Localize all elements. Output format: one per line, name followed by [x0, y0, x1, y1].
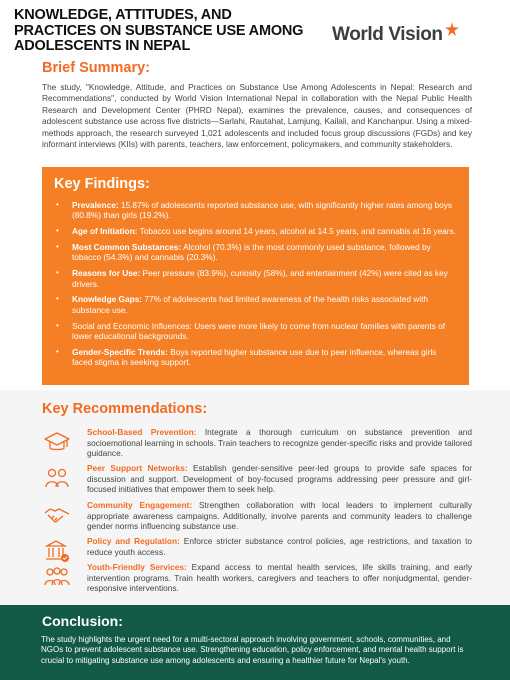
finding-item: • Social and Economic Influences: Users were more likely to come from nuclear families with parents of lower educational backgrounds. — [54, 321, 457, 342]
people-group-icon — [42, 463, 72, 493]
conclusion-heading: Conclusion: — [42, 613, 123, 629]
recommendation-item: Policy and Regulation: Enforce stricter substance control policies, age restrictions, and taxation to reduce youth access. — [42, 536, 472, 566]
document-header — [14, 8, 314, 55]
key-findings-box — [42, 167, 469, 385]
star-icon — [445, 22, 459, 36]
brief-summary-heading: Brief Summary: — [42, 60, 150, 76]
conclusion-section — [0, 605, 510, 680]
finding-item: • Most Common Substances: Alcohol (70.3%) is the most commonly used substance, followed by tobacco (54.3%) and cannabis (20.3%). — [54, 242, 457, 263]
recommendation-item: School-Based Prevention: Integrate a thorough curriculum on substance prevention and socioemotional learning in schools. Train teachers to recognize gender-specific risks and provide tailored guidance. — [42, 427, 472, 459]
recommendation-item: Peer Support Networks: Establish gender-sensitive peer-led groups to provide safe spaces for discussion and support. Development of boy-focused programs addressing peer pressure and girl-focused initiatives that empower them to seek help. — [42, 463, 472, 495]
finding-item: • Age of Initiation: Tobacco use begins around 14 years, alcohol at 14.5 years, and cannabis at 16 years. — [54, 226, 457, 236]
conclusion-text: The study highlights the urgent need for a multi-sectoral approach involving government, schools, communities, and NGOs to prevent adolescent substance use. Strengthening education, policy enforcement, and mental health support is crucial to mitigating substance use among adolescents and ensuring a healthier future for Nepal's youth. — [41, 635, 464, 665]
world-vision-logo — [332, 20, 492, 50]
finding-item: • Reasons for Use: Peer pressure (83.9%), curiosity (58%), and entertainment (42%) were cited as key drivers. — [54, 268, 457, 289]
finding-item: • Prevalence: 15.87% of adolescents reported substance use, with significantly higher rates among boys (80.8%) than girls (19.2%). — [54, 200, 457, 221]
recommendation-item: Youth-Friendly Services: Expand access to mental health services, life skills training, and early intervention programs. Train health workers, caregivers and teachers to offer nonjudgmental, gender-responsive interventions. — [42, 562, 472, 594]
key-findings-list — [54, 200, 457, 368]
brief-summary-text: The study, "Knowledge, Attitude, and Practices on Substance Use Among Adolescents in Nepal: Research and Recommendations", conducted by World Vision International Nepal in collaboration with the Nepal Public Health Research and Development Center (PHRD Nepal), examines the prevalence, causes, and consequences of adolescent substance use across five districts—Sarlahi, Rautahat, Lamjung, Kailali, and Kanchanpur. Using a mixed-methods approach, the research surveyed 1,021 adolescents and included focus group discussions (FGDs) and key informant interviews (KIIs) with parents, teachers, law enforcement, policymakers, and community stakeholders. — [42, 82, 472, 150]
finding-item: • Gender-Specific Trends: Boys reported higher substance use due to peer influence, whereas girls faced stigma in seeking support. — [54, 347, 457, 368]
recommendation-item: Community Engagement: Strengthen collaboration with local leaders to implement culturally appropriate awareness campaigns. Additionally, involve parents and community leaders to challenge gender norms influencing substance use. — [42, 500, 472, 532]
document-title: KNOWLEDGE, ATTITUDES, AND PRACTICES ON SUBSTANCE USE AMONG ADOLESCENTS IN NEPAL — [14, 7, 304, 54]
logo-text: World Vision — [332, 24, 443, 45]
key-recommendations-heading: Key Recommendations: — [42, 401, 208, 417]
graduation-cap-icon — [42, 427, 72, 457]
finding-item: • Knowledge Gaps: 77% of adolescents had limited awareness of the health risks associated with substance use. — [54, 294, 457, 315]
youth-services-icon — [42, 562, 72, 592]
key-findings-heading: Key Findings: — [54, 176, 150, 192]
handshake-icon — [42, 500, 72, 530]
